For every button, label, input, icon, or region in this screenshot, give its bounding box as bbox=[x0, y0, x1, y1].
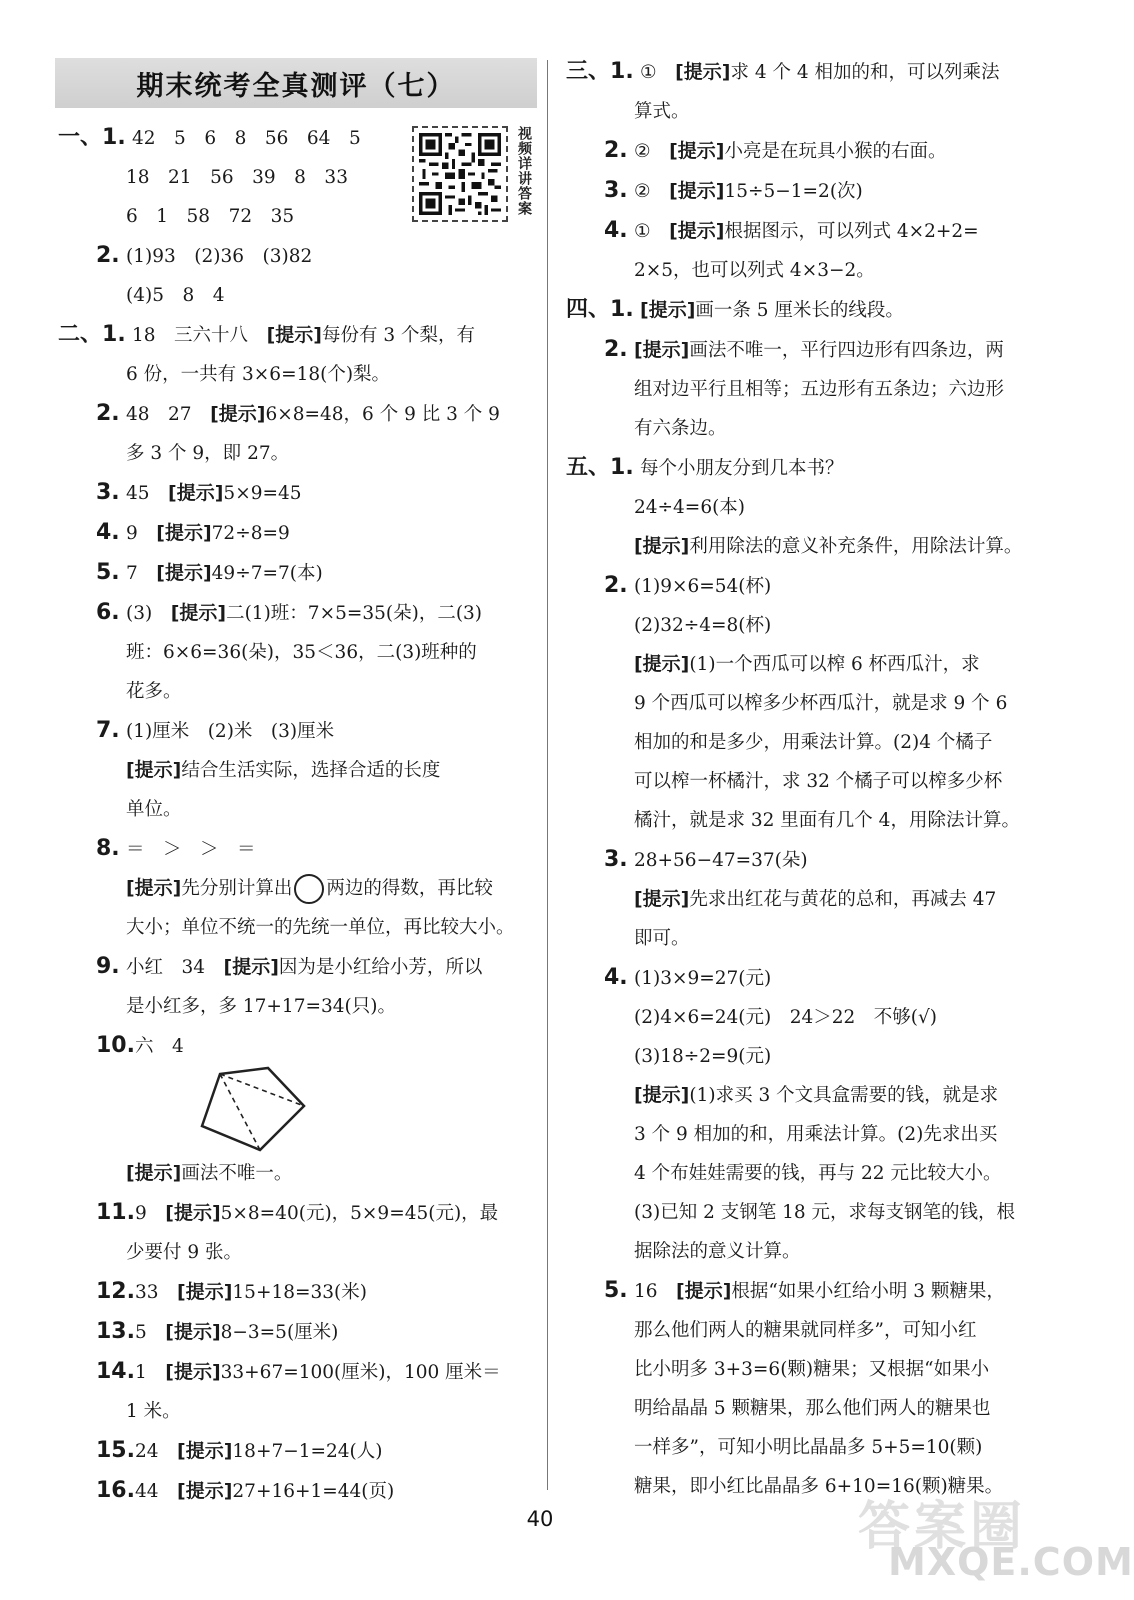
question-number: 3. bbox=[604, 178, 628, 203]
hint-label: [提示] bbox=[177, 1480, 233, 1502]
answer-line bbox=[566, 566, 1044, 606]
question-number: 12. bbox=[96, 1279, 135, 1304]
column-divider bbox=[547, 60, 548, 1490]
answer-text: (1)9×6=54(杯) bbox=[634, 576, 772, 597]
answer-line bbox=[58, 1352, 538, 1392]
hint-label: [提示] bbox=[126, 1162, 182, 1184]
question-number: 3. bbox=[96, 480, 120, 505]
hint-label: [提示] bbox=[634, 653, 690, 675]
answer-text: 33 bbox=[134, 1282, 178, 1303]
question-number: 2. bbox=[604, 337, 628, 362]
answer-text: 大小；单位不统一的先统一单位，再比较大小。 bbox=[126, 917, 515, 938]
answer-text: ② bbox=[634, 181, 670, 202]
answer-text: 班：6×6=36(朵)，35＜36，二(3)班种的 bbox=[126, 642, 477, 663]
pentagon-diagram-icon bbox=[198, 1066, 308, 1152]
answer-line bbox=[58, 315, 538, 355]
answer-text: 糖果，即小红比晶晶多 6+10=16(颗)糖果。 bbox=[634, 1476, 1004, 1497]
answer-line bbox=[566, 606, 1044, 645]
answer-text: 44 bbox=[134, 1481, 178, 1502]
question-number: 5. bbox=[96, 560, 120, 585]
answer-line bbox=[566, 958, 1044, 998]
question-number: 8. bbox=[96, 836, 120, 861]
question-number: 4. bbox=[604, 218, 628, 243]
hint-label: [提示] bbox=[675, 61, 731, 83]
hint-label: [提示] bbox=[168, 482, 224, 504]
answer-text: (2)32÷4=8(杯) bbox=[634, 615, 772, 636]
question-number: 2. bbox=[96, 243, 120, 268]
answer-text: ② bbox=[634, 141, 670, 162]
section-number: 五、 bbox=[566, 455, 611, 480]
answer-text: 比小明多 3+3=6(颗)糖果；又根据“如果小 bbox=[634, 1359, 990, 1380]
hint-label: [提示] bbox=[676, 1280, 732, 1302]
question-number: 2. bbox=[96, 401, 120, 426]
answer-text: 小红 34 bbox=[126, 957, 224, 978]
answer-text: 是小红多，多 17+17=34(只)。 bbox=[126, 996, 396, 1017]
section-number: 二、 bbox=[58, 322, 103, 347]
answer-text: 6 1 58 72 35 bbox=[126, 206, 295, 227]
hint-text: 画一条 5 厘米长的线段。 bbox=[695, 300, 904, 321]
answer-line bbox=[566, 409, 1044, 448]
right-column bbox=[566, 52, 1044, 1506]
answer-line bbox=[566, 1389, 1044, 1428]
question-number: 5. bbox=[604, 1278, 628, 1303]
answer-line bbox=[566, 1154, 1044, 1193]
answer-text: 六 4 bbox=[134, 1036, 184, 1057]
hint-text: 根据图示，可以列式 4×2+2= bbox=[724, 221, 979, 242]
answer-line bbox=[566, 211, 1044, 251]
answer-line bbox=[566, 370, 1044, 409]
answer-line bbox=[58, 751, 538, 790]
hint-text: 5×9=45 bbox=[223, 483, 302, 504]
answer-line bbox=[566, 1428, 1044, 1467]
hint-label: [提示] bbox=[669, 220, 725, 242]
answer-line bbox=[566, 1232, 1044, 1271]
question-number: 2. bbox=[604, 573, 628, 598]
answer-text: (4)5 8 4 bbox=[126, 285, 225, 306]
question-number: 6. bbox=[96, 600, 120, 625]
hint-label: [提示] bbox=[165, 1202, 221, 1224]
answer-line bbox=[566, 723, 1044, 762]
question-number: 11. bbox=[96, 1200, 135, 1225]
answer-line bbox=[58, 593, 538, 633]
question-number: 15. bbox=[96, 1438, 135, 1463]
answer-line bbox=[58, 987, 538, 1026]
answer-line bbox=[58, 829, 538, 869]
answer-text: (3)已知 2 支钢笔 18 元，求每支钢笔的钱，根 bbox=[634, 1202, 1016, 1223]
answer-line bbox=[58, 1431, 538, 1471]
hint-text: 画法不唯一。 bbox=[181, 1163, 293, 1184]
hint-text: 因为是小红给小芳，所以 bbox=[278, 957, 483, 978]
answer-text: 单位。 bbox=[126, 799, 182, 820]
hint-label: [提示] bbox=[126, 759, 182, 781]
answer-text: 6 份，一共有 3×6=18(个)梨。 bbox=[126, 364, 391, 385]
question-number: 1. bbox=[102, 322, 126, 347]
answer-text: 少要付 9 张。 bbox=[126, 1242, 243, 1263]
answer-text: 18 三六十八 bbox=[132, 325, 267, 346]
answer-text: 9 bbox=[126, 523, 157, 544]
hint-label: [提示] bbox=[634, 888, 690, 910]
answer-line bbox=[58, 633, 538, 672]
question-number: 1. bbox=[610, 59, 634, 84]
watermark-domain: MXQE.COM bbox=[888, 1540, 1134, 1584]
left-column bbox=[58, 118, 538, 1511]
answer-line bbox=[58, 1154, 538, 1193]
hint-label: [提示] bbox=[210, 403, 266, 425]
answer-text: 5 bbox=[134, 1322, 166, 1343]
answer-text: 4 个布娃娃需要的钱，再与 22 元比较大小。 bbox=[634, 1163, 1002, 1184]
answer-line bbox=[58, 1026, 538, 1066]
answer-text: 橘汁，就是求 32 里面有几个 4，用除法计算。 bbox=[634, 810, 1020, 831]
hint-text: 15÷5−1=2(次) bbox=[724, 181, 863, 202]
answer-text: 24 bbox=[134, 1441, 178, 1462]
question-number: 10. bbox=[96, 1033, 135, 1058]
answer-text: 9 个西瓜可以榨多少杯西瓜汁，就是求 9 个 6 bbox=[634, 693, 1008, 714]
answer-line bbox=[58, 1392, 538, 1431]
answer-line bbox=[566, 92, 1044, 131]
answer-line bbox=[566, 171, 1044, 211]
answer-line bbox=[58, 355, 538, 394]
question-number: 1. bbox=[610, 297, 634, 322]
hint-label: [提示] bbox=[156, 522, 212, 544]
answer-line bbox=[566, 880, 1044, 919]
answer-line bbox=[58, 394, 538, 434]
hint-label: [提示] bbox=[634, 535, 690, 557]
answer-line bbox=[566, 1193, 1044, 1232]
answer-text: 据除法的意义计算。 bbox=[634, 1241, 801, 1262]
hint-label: [提示] bbox=[165, 1321, 221, 1343]
answer-line bbox=[566, 1311, 1044, 1350]
hint-text: (1)一个西瓜可以榨 6 杯西瓜汁，求 bbox=[689, 654, 980, 675]
hint-label: [提示] bbox=[156, 562, 212, 584]
hint-label: [提示] bbox=[165, 1361, 221, 1383]
hint-text: 5×8=40(元)，5×9=45(元)，最 bbox=[220, 1203, 499, 1224]
answer-line bbox=[58, 1193, 538, 1233]
answer-text: 18 21 56 39 8 33 bbox=[126, 167, 348, 188]
section-number: 四、 bbox=[566, 297, 611, 322]
answer-line bbox=[58, 118, 538, 158]
answer-text: 相加的和是多少，用乘法计算。(2)4 个橘子 bbox=[634, 732, 993, 753]
answer-line bbox=[566, 330, 1044, 370]
hint-text: 49÷7=7(本) bbox=[211, 563, 323, 584]
page-number: 40 bbox=[526, 1507, 554, 1531]
answer-text: 42 5 6 8 56 64 5 bbox=[132, 128, 361, 149]
answer-text: 2×5，也可以列式 4×3−2。 bbox=[634, 260, 875, 281]
hint-label: [提示] bbox=[170, 602, 227, 624]
answer-line bbox=[566, 919, 1044, 958]
answer-text: 28+56−47=37(朵) bbox=[634, 850, 808, 871]
answer-text: 有六条边。 bbox=[634, 418, 727, 439]
answer-text: 多 3 个 9，即 27。 bbox=[126, 443, 290, 464]
title-banner bbox=[55, 58, 537, 108]
hint-text: 小亮是在玩具小猴的右面。 bbox=[724, 141, 947, 162]
answer-line bbox=[566, 645, 1044, 684]
answer-line bbox=[58, 1312, 538, 1352]
hint-text: 6×8=48，6 个 9 比 3 个 9 bbox=[265, 404, 500, 425]
hint-text: 72÷8=9 bbox=[211, 523, 290, 544]
answer-line bbox=[566, 251, 1044, 290]
hint-text: 两边的得数，再比较 bbox=[326, 878, 493, 899]
page-title: 期末统考全真测评（七） bbox=[136, 70, 456, 102]
answer-line bbox=[58, 553, 538, 593]
answer-text: 1 米。 bbox=[126, 1401, 181, 1422]
answer-line bbox=[58, 434, 538, 473]
answer-text: 16 bbox=[634, 1281, 677, 1302]
hint-text: 先分别计算出 bbox=[181, 878, 293, 899]
answer-text: 花多。 bbox=[126, 681, 182, 702]
hint-label: [提示] bbox=[126, 877, 182, 899]
answer-text: 组对边平行且相等；五边形有五条边；六边形 bbox=[634, 379, 1005, 400]
answer-text: 9 bbox=[134, 1203, 166, 1224]
answer-text: 明给晶晶 5 颗糖果，那么他们两人的糖果也 bbox=[634, 1398, 991, 1419]
hint-text: 求 4 个 4 相加的和，可以列乘法 bbox=[730, 62, 1000, 83]
answer-line bbox=[566, 488, 1044, 527]
answer-text: 48 27 bbox=[126, 404, 211, 425]
answer-text: (1)厘米 (2)米 (3)厘米 bbox=[126, 721, 335, 742]
answer-line bbox=[566, 448, 1044, 488]
answer-line bbox=[566, 1115, 1044, 1154]
answer-text: ① bbox=[634, 221, 670, 242]
answer-text: 可以榨一杯橘汁，求 32 个橘子可以榨多少杯 bbox=[634, 771, 1003, 792]
answer-line bbox=[566, 801, 1044, 840]
answer-line bbox=[58, 158, 538, 197]
answer-line bbox=[58, 197, 538, 236]
section-number: 一、 bbox=[58, 125, 103, 150]
answer-line bbox=[58, 1272, 538, 1312]
answer-line bbox=[58, 711, 538, 751]
hint-text: 33+67=100(厘米)，100 厘米＝ bbox=[220, 1362, 501, 1383]
question-number: 14. bbox=[96, 1359, 135, 1384]
hint-text: 15+18=33(米) bbox=[232, 1282, 367, 1303]
answer-line bbox=[58, 513, 538, 553]
hint-label: [提示] bbox=[223, 956, 279, 978]
answer-line bbox=[58, 672, 538, 711]
answer-text: ① bbox=[640, 62, 676, 83]
question-number: 4. bbox=[96, 520, 120, 545]
hint-text: 18+7−1=24(人) bbox=[232, 1441, 383, 1462]
answer-line bbox=[566, 290, 1044, 330]
answer-text: (2)4×6=24(元) 24＞22 不够(√) bbox=[634, 1007, 938, 1028]
answer-line bbox=[566, 52, 1044, 92]
answer-line bbox=[566, 684, 1044, 723]
question-number: 7. bbox=[96, 718, 120, 743]
question-number: 1. bbox=[102, 125, 126, 150]
answer-line bbox=[58, 908, 538, 947]
hint-text: 利用除法的意义补充条件，用除法计算。 bbox=[689, 536, 1023, 557]
answer-line bbox=[566, 762, 1044, 801]
answer-line bbox=[566, 1271, 1044, 1311]
question-number: 1. bbox=[610, 455, 634, 480]
question-number: 2. bbox=[604, 138, 628, 163]
hint-text: 画法不唯一，平行四边形有四条边，两 bbox=[689, 340, 1004, 361]
hint-text: 结合生活实际，选择合适的长度 bbox=[181, 760, 441, 781]
question-number: 4. bbox=[604, 965, 628, 990]
hint-text: 二(1)班：7×5=35(朵)，二(3) bbox=[226, 603, 483, 624]
hint-label: [提示] bbox=[177, 1440, 233, 1462]
hint-text: 8−3=5(厘米) bbox=[220, 1322, 339, 1343]
answer-line bbox=[58, 1471, 538, 1511]
qr-label: 视频详讲答案 bbox=[516, 126, 532, 216]
circle-symbol-icon bbox=[294, 874, 324, 904]
answer-text: (3)18÷2=9(元) bbox=[634, 1046, 772, 1067]
hint-label: [提示] bbox=[669, 180, 725, 202]
hint-label: [提示] bbox=[634, 1084, 690, 1106]
answer-text: 每个小朋友分到几本书？ bbox=[640, 458, 844, 479]
hint-text: 先求出红花与黄花的总和，再减去 47 bbox=[689, 889, 997, 910]
answer-text: 24÷4=6(本) bbox=[634, 497, 746, 518]
hint-text: 根据“如果小红给小明 3 颗糖果， bbox=[731, 1281, 1005, 1302]
answer-text: 45 bbox=[126, 483, 169, 504]
answer-line bbox=[566, 998, 1044, 1037]
hint-text: 每份有 3 个梨，有 bbox=[321, 325, 475, 346]
answer-text: (1)3×9=27(元) bbox=[634, 968, 772, 989]
answer-line bbox=[566, 131, 1044, 171]
hint-label: [提示] bbox=[640, 299, 696, 321]
answer-line bbox=[58, 869, 538, 908]
answer-line bbox=[58, 790, 538, 829]
hint-label: [提示] bbox=[634, 339, 690, 361]
hint-label: [提示] bbox=[266, 324, 322, 346]
answer-text: 一样多”，可知小明比晶晶多 5+5=10(颗) bbox=[634, 1437, 983, 1458]
question-number: 16. bbox=[96, 1478, 135, 1503]
section-number: 三、 bbox=[566, 59, 611, 84]
answer-line bbox=[58, 236, 538, 276]
answer-line bbox=[566, 1037, 1044, 1076]
answer-line bbox=[566, 840, 1044, 880]
answer-line bbox=[58, 473, 538, 513]
answer-text: 1 bbox=[134, 1362, 166, 1383]
answer-text: ＝ ＞ ＞ ＝ bbox=[126, 839, 256, 860]
hint-text: 27+16+1=44(页) bbox=[232, 1481, 395, 1502]
answer-text: (3) bbox=[126, 603, 171, 624]
answer-line bbox=[58, 1233, 538, 1272]
answer-line bbox=[566, 1350, 1044, 1389]
answer-text: 那么他们两人的糖果就同样多”，可知小红 bbox=[634, 1320, 977, 1341]
answer-text: 7 bbox=[126, 563, 157, 584]
answer-line bbox=[58, 947, 538, 987]
answer-line bbox=[566, 527, 1044, 566]
answer-text: (1)93 (2)36 (3)82 bbox=[126, 246, 313, 267]
answer-line bbox=[566, 1076, 1044, 1115]
answer-text: 即可。 bbox=[634, 928, 690, 949]
hint-label: [提示] bbox=[669, 140, 725, 162]
question-number: 13. bbox=[96, 1319, 135, 1344]
answer-text: 算式。 bbox=[634, 101, 690, 122]
answer-line bbox=[58, 276, 538, 315]
question-number: 3. bbox=[604, 847, 628, 872]
hint-text: (1)求买 3 个文具盒需要的钱，就是求 bbox=[689, 1085, 999, 1106]
hint-label: [提示] bbox=[177, 1281, 233, 1303]
question-number: 9. bbox=[96, 954, 120, 979]
watermark-logo: 答案圈 bbox=[858, 1497, 1027, 1557]
pentagon-figure bbox=[58, 1066, 538, 1154]
answer-text: 3 个 9 相加的和，用乘法计算。(2)先求出买 bbox=[634, 1124, 998, 1145]
